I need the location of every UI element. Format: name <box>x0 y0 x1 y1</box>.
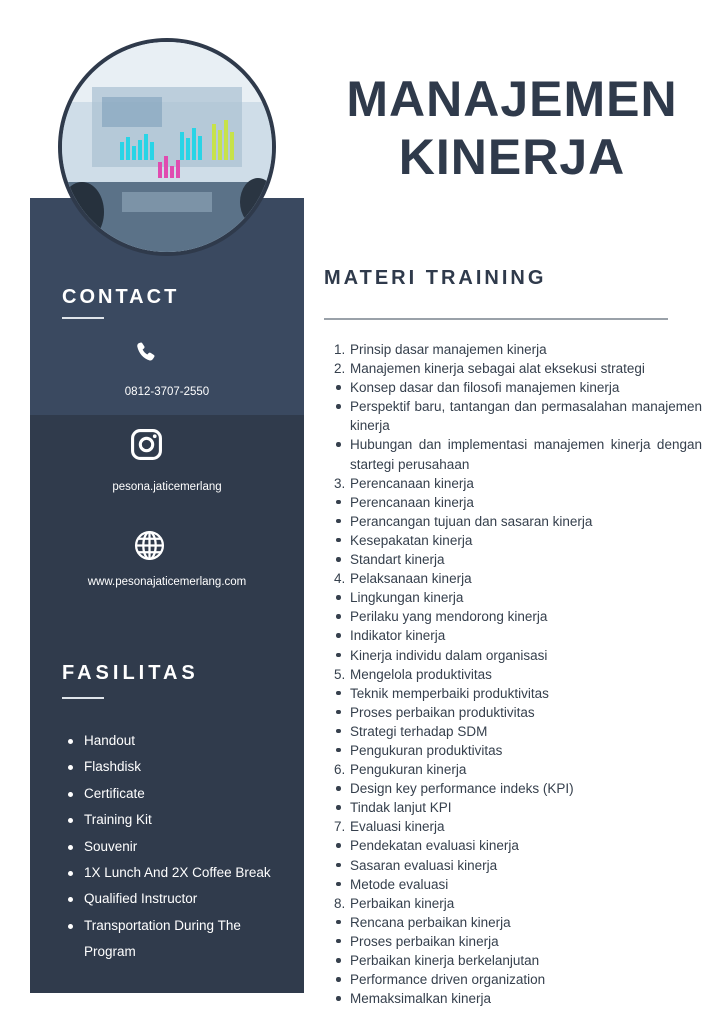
contact-divider <box>62 317 104 319</box>
title-line-2: KINERJA <box>398 129 626 185</box>
materi-item-text: Proses perbaikan kinerja <box>350 933 499 949</box>
materi-item-text: Performance driven organization <box>350 972 546 988</box>
materi-item-text: Hubungan dan implementasi manajemen kinerja dengan startegi perusahaan <box>350 437 702 472</box>
materi-item-text: Pengukuran produktivitas <box>350 742 503 758</box>
materi-item-number: 4. <box>334 571 346 587</box>
materi-item <box>334 856 702 875</box>
materi-item-number: 3. <box>334 475 346 491</box>
globe-icon <box>133 529 166 562</box>
contact-phone[interactable]: 0812-3707-2550 <box>124 386 210 398</box>
title-line-1: MANAJEMEN <box>346 71 678 127</box>
materi-item-text: Mengelola produktivitas <box>350 666 492 682</box>
materi-item <box>334 989 702 1008</box>
materi-item-number: 6. <box>334 762 346 778</box>
materi-item-text: Rencana perbaikan kinerja <box>350 914 511 930</box>
materi-item <box>334 569 702 588</box>
materi-item <box>334 340 702 359</box>
materi-item <box>334 684 702 703</box>
materi-item-text: Pelaksanaan kinerja <box>350 571 472 587</box>
materi-item <box>334 703 702 722</box>
materi-item-text: Perbaikan kinerja <box>350 895 455 911</box>
contact-instagram[interactable]: pesona.jaticemerlang <box>112 481 222 493</box>
materi-item <box>334 435 702 473</box>
materi-item <box>334 607 702 626</box>
materi-item-text: Metode evaluasi <box>350 876 449 892</box>
materi-item-text: Tindak lanjut KPI <box>350 800 452 816</box>
materi-item-text: Sasaran evaluasi kinerja <box>350 857 498 873</box>
page-title <box>330 70 694 186</box>
materi-item-text: Evaluasi kinerja <box>350 819 445 835</box>
contact-website[interactable]: www.pesonajaticemerlang.com <box>87 576 247 588</box>
materi-item-number: 7. <box>334 819 346 835</box>
materi-item-text: Teknik memperbaiki produktivitas <box>350 685 549 701</box>
materi-item-text: Perencanaan kinerja <box>350 475 474 491</box>
materi-item-text: Memaksimalkan kinerja <box>350 991 492 1007</box>
materi-item <box>334 531 702 550</box>
list-item: Flashdisk <box>62 754 292 780</box>
materi-item-text: Proses perbaikan produktivitas <box>350 704 535 720</box>
materi-list <box>334 340 702 1008</box>
materi-item <box>334 779 702 798</box>
materi-item <box>334 626 702 645</box>
materi-item <box>334 760 702 779</box>
materi-item <box>334 378 702 397</box>
materi-item <box>334 817 702 836</box>
materi-item-text: Indikator kinerja <box>350 628 446 644</box>
list-item: Transportation During The Program <box>62 913 292 966</box>
materi-item-text: Perbaikan kinerja berkelanjutan <box>350 953 540 968</box>
materi-item-text: Perspektif baru, tantangan dan permasalahan manajemen kinerja <box>350 399 702 434</box>
materi-item <box>334 550 702 569</box>
materi-item <box>334 665 702 684</box>
instagram-icon <box>130 428 163 461</box>
contact-heading: CONTACT <box>62 286 180 308</box>
materi-item-text: Konsep dasar dan filosofi manajemen kinerja <box>350 380 620 396</box>
materi-heading: MATERI TRAINING <box>324 267 547 289</box>
materi-item <box>334 932 702 951</box>
materi-item-text: Standart kinerja <box>350 552 445 568</box>
list-item: Souvenir <box>62 834 292 860</box>
phone-icon <box>133 338 159 368</box>
list-item: Training Kit <box>62 807 292 833</box>
office-dashboard-photo <box>58 38 276 256</box>
materi-item <box>334 894 702 913</box>
materi-divider <box>324 318 668 320</box>
materi-item <box>334 970 702 989</box>
materi-item-text: Prinsip dasar manajemen kinerja <box>350 342 547 357</box>
materi-item-number: 2. <box>334 361 346 377</box>
list-item: Handout <box>62 728 292 754</box>
materi-item <box>334 397 702 435</box>
materi-item-text: Strategi terhadap SDM <box>350 723 488 739</box>
materi-item <box>334 722 702 741</box>
fasilitas-list <box>62 728 292 966</box>
list-item: Qualified Instructor <box>62 886 292 912</box>
materi-item-number: 5. <box>334 666 346 682</box>
list-item: 1X Lunch And 2X Coffee Break <box>62 860 292 886</box>
materi-item-text: Manajemen kinerja sebagai alat eksekusi strategi <box>350 361 645 377</box>
materi-item <box>334 875 702 894</box>
materi-item <box>334 474 702 493</box>
materi-item-text: Pendekatan evaluasi kinerja <box>350 838 519 854</box>
materi-item <box>334 512 702 531</box>
fasilitas-heading: FASILITAS <box>62 662 199 684</box>
materi-item <box>334 646 702 665</box>
materi-item <box>334 588 702 607</box>
materi-item <box>334 741 702 760</box>
materi-item-text: Pengukuran kinerja <box>350 762 467 778</box>
materi-item-text: Perilaku yang mendorong kinerja <box>350 609 548 625</box>
fasilitas-divider <box>62 697 104 699</box>
materi-item <box>334 798 702 817</box>
materi-item <box>334 359 702 378</box>
materi-item-text: Perencanaan kinerja <box>350 494 474 510</box>
materi-item <box>334 913 702 932</box>
materi-item-number: 8. <box>334 895 346 911</box>
materi-item-text: Design key performance indeks (KPI) <box>350 781 574 797</box>
materi-item-text: Perancangan tujuan dan sasaran kinerja <box>350 513 593 529</box>
materi-item <box>334 836 702 855</box>
materi-item-number: 1. <box>334 342 346 357</box>
materi-item <box>334 951 702 970</box>
materi-item-text: Lingkungan kinerja <box>350 590 464 606</box>
materi-item <box>334 493 702 512</box>
materi-item-text: Kinerja individu dalam organisasi <box>350 647 548 663</box>
materi-item-text: Kesepakatan kinerja <box>350 532 473 548</box>
list-item: Certificate <box>62 781 292 807</box>
